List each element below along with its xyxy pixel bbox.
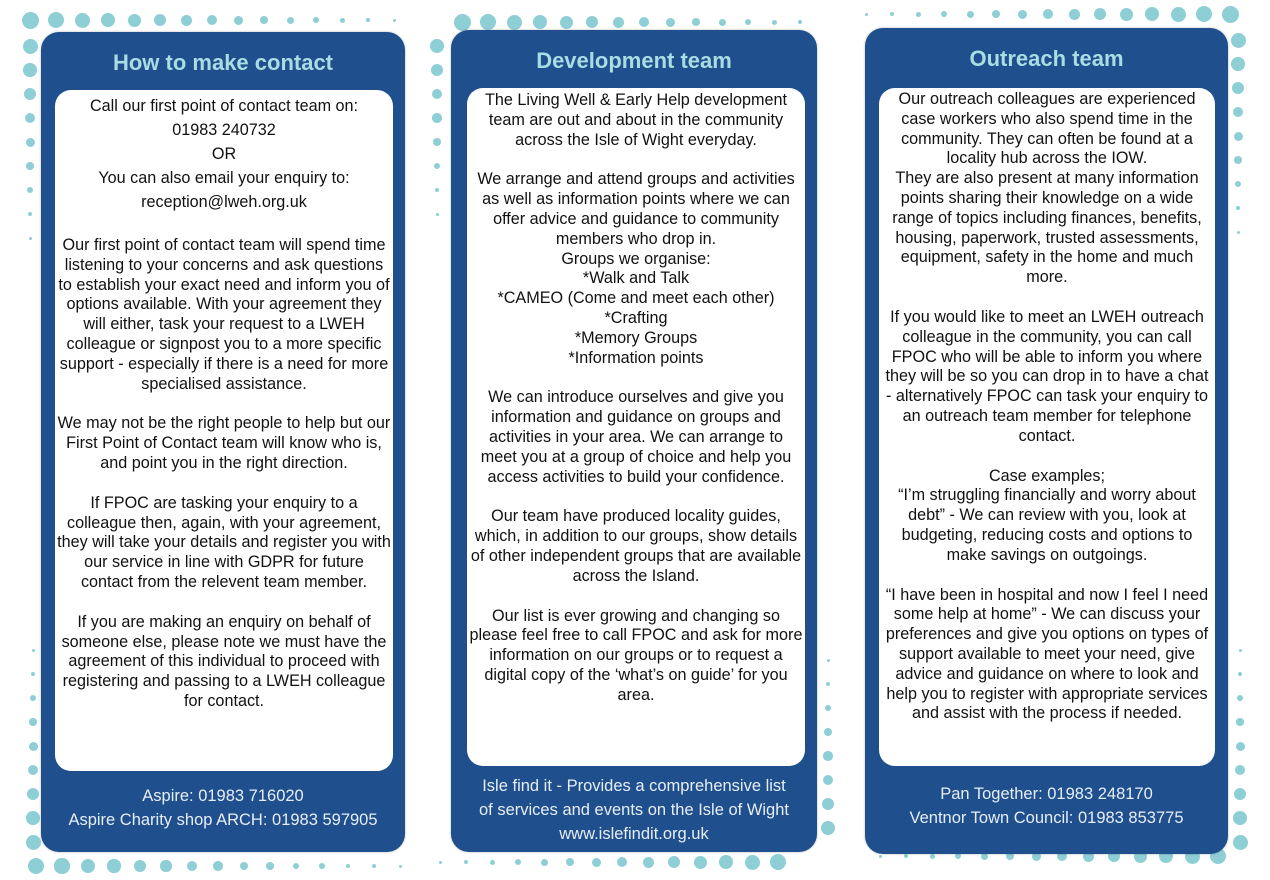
decorative-dot [27, 788, 39, 800]
decorative-dot [515, 859, 521, 865]
decorative-dot [719, 855, 733, 869]
decorative-dot [107, 859, 120, 872]
panel-footer [41, 784, 405, 832]
decorative-dot [904, 854, 908, 858]
decorative-dot [639, 17, 649, 27]
decorative-dot [821, 821, 835, 835]
decorative-dot [1236, 742, 1245, 751]
decorative-dot [213, 861, 223, 871]
footer-line: Aspire: 01983 716020 [142, 787, 304, 805]
paragraph: If you would like to meet an LWEH outreach colleague in the community, you can call FPOC who will be able to inform you where they will be so you can drop in to have a chat - alternatively FPOC can task your enquiry to an outreach team member for telephone contact. [885, 307, 1209, 445]
decorative-dot [439, 861, 442, 864]
decorative-dot [23, 63, 37, 77]
decorative-dot [1069, 9, 1080, 20]
decorative-dot [31, 672, 36, 677]
decorative-dot [916, 12, 921, 17]
decorative-dot [1232, 82, 1244, 94]
footer-line: Aspire Charity shop ARCH: 01983 597905 [68, 811, 378, 829]
decorative-dot [719, 19, 726, 26]
decorative-dot [434, 163, 440, 169]
paragraph: Case examples; “I’m struggling financially and worry about debt” - We can review with you, look at budgeting, reducing costs and options to make savings on outgoings. [898, 466, 1196, 564]
decorative-dot [22, 12, 39, 29]
decorative-dot [824, 728, 832, 736]
decorative-dot [81, 859, 95, 873]
footer-line: Isle find it - Provides a comprehensive list [482, 777, 786, 795]
decorative-dot [464, 860, 468, 864]
decorative-dot [930, 854, 935, 859]
content-card [55, 90, 393, 771]
decorative-dot [432, 113, 441, 122]
decorative-dot [266, 862, 274, 870]
decorative-dot [823, 751, 832, 760]
decorative-dot [566, 858, 574, 866]
decorative-dot [1234, 788, 1246, 800]
decorative-dot [1234, 132, 1243, 141]
decorative-dot [941, 11, 947, 17]
decorative-dot [26, 811, 40, 825]
paragraph: If you are making an enquiry on behalf of someone else, please note we must have the agreement of this individual to proceed with registering and passing to a LWEH colleague for contact. [61, 612, 387, 710]
decorative-dot [1145, 7, 1159, 21]
decorative-dot [28, 858, 44, 874]
panel-footer [451, 774, 817, 846]
decorative-dot [1171, 7, 1186, 22]
decorative-dot [480, 14, 496, 30]
footer-line: of services and events on the Isle of Wight [479, 801, 789, 819]
decorative-dot [313, 17, 319, 23]
decorative-dot [26, 162, 34, 170]
decorative-dot [207, 15, 217, 25]
decorative-dot [1235, 181, 1241, 187]
content-card [467, 88, 805, 766]
decorative-dot [1018, 10, 1027, 19]
decorative-dot [366, 18, 370, 22]
decorative-dot [772, 20, 777, 25]
decorative-dot [23, 39, 38, 54]
decorative-dot [1237, 231, 1240, 234]
decorative-dot [234, 16, 243, 25]
paragraph: “I have been in hospital and now I feel I need some help at home” - We can discuss your preferences and give you options on types of support available to meet your need, give advice and guidance on where to look and help you to register with appropriate services and assist with the process if needed. [885, 585, 1209, 723]
decorative-dot [823, 775, 834, 786]
decorative-dot [160, 860, 171, 871]
decorative-dot [181, 15, 192, 26]
panel-footer [865, 782, 1228, 830]
decorative-dot [1236, 718, 1244, 726]
decorative-dot [617, 857, 627, 867]
decorative-dot [826, 682, 831, 687]
decorative-dot [29, 742, 38, 751]
decorative-dot [101, 13, 115, 27]
paragraph: We may not be the right people to help but our First Point of Contact team will know who is, and point you in the right direction. [57, 414, 391, 472]
decorative-dot [372, 864, 376, 868]
decorative-dot [613, 17, 624, 28]
decorative-dot [822, 798, 834, 810]
decorative-dot [399, 865, 402, 868]
paragraph: The Living Well & Early Help development team are out and about in the community across the Isle of Wight everyday. [484, 91, 787, 149]
decorative-dot [879, 855, 882, 858]
footer-line: Pan Together: 01983 248170 [940, 785, 1153, 803]
panel-title: How to make contact [112, 50, 334, 75]
decorative-dot [454, 14, 471, 31]
paragraph: If FPOC are tasking your enquiry to a colleague then, again, with your agreement, they will take your details and register you with our service in line with GDPR for future contact from the relevent team member. [57, 493, 391, 591]
panel-title: Outreach team [969, 46, 1124, 71]
decorative-dot [346, 864, 351, 869]
decorative-dot [825, 705, 831, 711]
decorative-dot [187, 861, 197, 871]
decorative-dot [1233, 811, 1247, 825]
decorative-dot [668, 856, 680, 868]
panel-title: Development team [536, 48, 732, 73]
decorative-dot [745, 19, 751, 25]
decorative-dot [26, 835, 41, 850]
paragraph: We can introduce ourselves and give you information and guidance on groups and activities in your area. We can arrange to meet you at a group of choice and help you access activities to build your confidence. [480, 388, 792, 486]
decorative-dot [1237, 695, 1243, 701]
decorative-dot [541, 859, 548, 866]
decorative-dot [1238, 672, 1243, 677]
decorative-dot [435, 188, 440, 193]
decorative-dot [240, 862, 249, 871]
decorative-dot [1222, 6, 1239, 23]
decorative-dot [1120, 8, 1133, 21]
decorative-dot [490, 860, 495, 865]
decorative-dot [430, 39, 444, 53]
decorative-dot [967, 11, 974, 18]
decorative-dot [770, 854, 786, 870]
panel-outreach-team [865, 28, 1228, 854]
decorative-dot [287, 17, 294, 24]
paragraph: Our team have produced locality guides, which, in addition to our groups, show details of other independent groups that are available across the Island. [470, 507, 802, 585]
decorative-dot [48, 12, 64, 28]
decorative-dot [29, 237, 32, 240]
paragraph: We arrange and attend groups and activities as well as information points where we can offer advice and guidance to community members who drop in. Groups we organise: *Walk and Talk *CAMEO (Come and meet each other) *Crafting *Memory Groups *Information points [477, 170, 795, 367]
decorative-dot [1235, 765, 1246, 776]
decorative-dot [28, 212, 33, 217]
decorative-dot [643, 857, 654, 868]
decorative-dot [992, 10, 1000, 18]
footer-website[interactable]: www.islefindit.org.uk [559, 825, 709, 843]
decorative-dot [128, 14, 141, 27]
decorative-dot [32, 649, 35, 652]
decorative-dot [1196, 6, 1212, 22]
decorative-dot [1231, 33, 1246, 48]
decorative-dot [1094, 8, 1106, 20]
decorative-dot [827, 659, 830, 662]
decorative-dot [798, 20, 802, 24]
paragraph: Our first point of contact team will spend time listening to your concerns and ask questions to establish your exact need and inform you of options available. With your agreement they will either, task your request to a LWEH colleague or signpost you to a more specific support - especially if there is a need for more specialised assistance. [58, 236, 390, 393]
decorative-dot [26, 138, 35, 147]
paragraph: Our outreach colleagues are experienced case workers who also spend time in the community. They can often be found at a locality hub across the IOW. They are also present at many information points sharing their knowledge on a wide range of topics including finances, benefits, housing, paperwork, trusted assessments, equipment, safety in the home and much more. [892, 90, 1202, 287]
decorative-dot [432, 89, 443, 100]
footer-line: Ventnor Town Council: 01983 853775 [909, 809, 1184, 827]
decorative-dot [890, 12, 894, 16]
decorative-dot [586, 16, 598, 28]
decorative-dot [436, 213, 439, 216]
decorative-dot [154, 14, 166, 26]
decorative-dot [507, 15, 522, 30]
decorative-dot [1043, 9, 1053, 19]
decorative-dot [1234, 156, 1242, 164]
decorative-dot [865, 13, 868, 16]
decorative-dot [694, 856, 707, 869]
decorative-dot [30, 695, 36, 701]
decorative-dot [134, 860, 146, 872]
decorative-dot [1236, 206, 1241, 211]
decorative-dot [260, 16, 268, 24]
decorative-dot [319, 863, 325, 869]
decorative-dot [431, 64, 443, 76]
decorative-dot [75, 13, 90, 28]
paragraph: Our list is ever growing and changing so please feel free to call FPOC and ask for more information on our groups or to request a digital copy of the ‘what’s on guide’ for you area. [469, 606, 803, 704]
decorative-dot [54, 858, 69, 873]
decorative-dot [1231, 57, 1245, 71]
decorative-dot [24, 88, 36, 100]
decorative-dot [340, 18, 345, 23]
panel-development-team [451, 30, 817, 852]
paragraph-contact-info: Call our first point of contact team on: 01983 240732 OR You can also email your enquiry to: reception@lweh.org.uk [89, 97, 359, 211]
decorative-dot [393, 19, 396, 22]
decorative-dot [592, 858, 601, 867]
decorative-dot [692, 18, 700, 26]
decorative-dot [666, 18, 675, 27]
decorative-dot [293, 863, 300, 870]
decorative-dot [1233, 107, 1244, 118]
decorative-dot [28, 765, 39, 776]
decorative-dot [433, 138, 441, 146]
decorative-dot [533, 15, 547, 29]
decorative-dot [745, 855, 760, 870]
panel-how-to-make-contact [41, 32, 405, 852]
content-card [879, 88, 1215, 766]
decorative-dot [1233, 835, 1248, 850]
decorative-dot [29, 718, 37, 726]
decorative-dot [25, 113, 36, 124]
decorative-dot [27, 187, 33, 193]
decorative-dot [560, 16, 573, 29]
decorative-dot [1239, 649, 1242, 652]
